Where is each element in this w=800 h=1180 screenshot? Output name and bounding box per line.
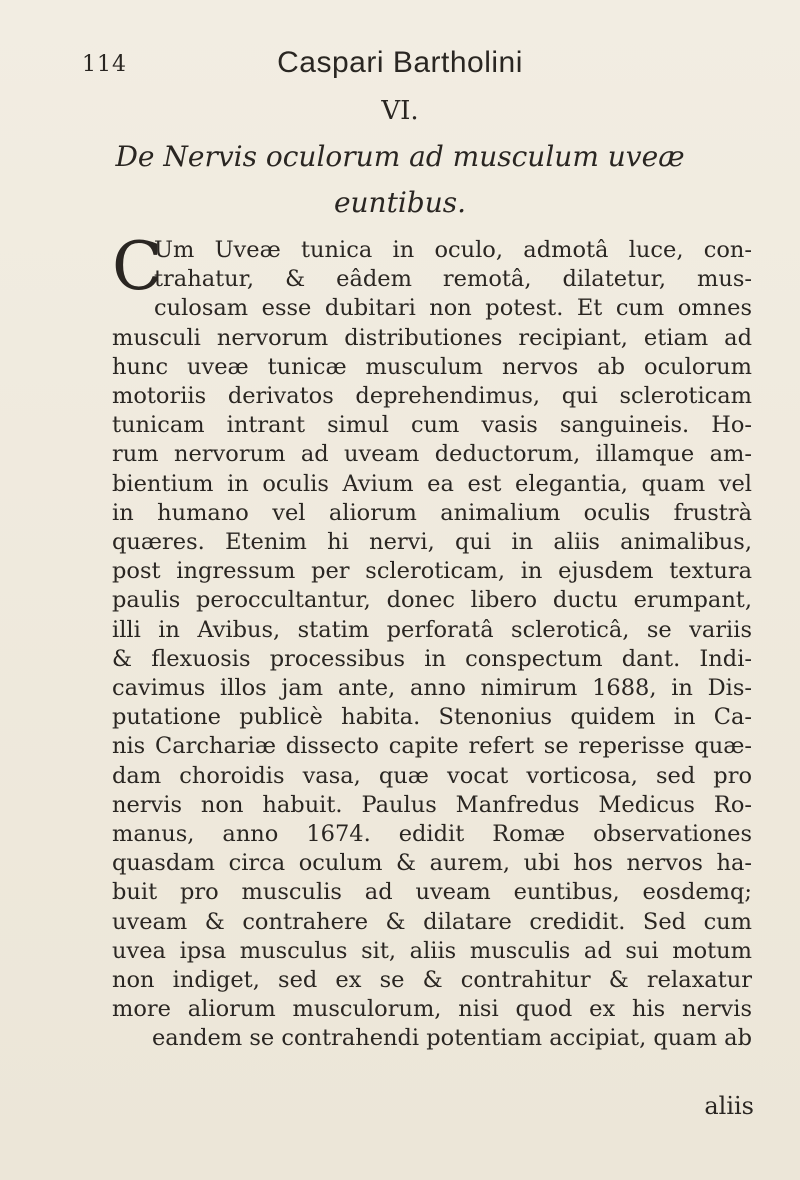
page-number: 114 <box>82 52 127 77</box>
text-line: cavimus illos jam ante, anno nimirum 1688, in Dis- <box>112 675 752 702</box>
text-line: bientium in oculis Avium ea est elegantia, quam vel <box>112 470 752 497</box>
text-line: illi in Avibus, statim perforatâ scleroticâ, se variis <box>112 616 752 643</box>
text-line: buit pro musculis ad uveam euntibus, eosdemq; <box>112 879 752 906</box>
text-line: post ingressum per scleroticam, in ejusdem textura <box>112 558 752 585</box>
text-line: uvea ipsa musculus sit, aliis musculis ad sui motum <box>112 937 752 964</box>
text-line: culosam esse dubitari non potest. Et cum omnes <box>154 295 752 322</box>
running-title: Caspari Bartholini <box>277 46 523 79</box>
section-heading-line-1: De Nervis oculorum ad musculum uveæ <box>115 140 685 173</box>
drop-cap: C <box>112 228 163 305</box>
running-head <box>0 46 800 86</box>
body-text <box>112 228 752 1054</box>
text-line: & flexuosis processibus in conspectum dant. Indi- <box>112 645 752 672</box>
text-line: in humano vel aliorum animalium oculis frustrà <box>112 499 752 526</box>
text-line: musculi nervorum distributiones recipiant, etiam ad <box>112 324 752 351</box>
text-line: nervis non habuit. Paulus Manfredus Medicus Ro- <box>112 791 752 818</box>
text-line: paulis peroccultantur, donec libero ductu erumpant, <box>112 587 752 614</box>
text-line: quæres. Etenim hi nervi, qui in aliis animalibus, <box>112 529 752 556</box>
text-line: hunc uveæ tunicæ musculum nervos ab oculorum <box>112 353 752 380</box>
text-line: trahatur, & eâdem remotâ, dilatetur, mus- <box>154 266 752 293</box>
text-line: uveam & contrahere & dilatare credidit. Sed cum <box>112 908 752 935</box>
text-line: putatione publicè habita. Stenonius quidem in Ca- <box>112 704 752 731</box>
text-line: more aliorum musculorum, nisi quod ex his nervis <box>112 996 752 1023</box>
text-line: motoriis derivatos deprehendimus, qui scleroticam <box>112 383 752 410</box>
text-line: dam choroidis vasa, quæ vocat vorticosa, sed pro <box>112 762 752 789</box>
text-line: manus, anno 1674. edidit Romæ observationes <box>112 821 752 848</box>
text-line: eandem se contrahendi potentiam accipiat, quam ab <box>151 1025 752 1052</box>
section-heading <box>90 134 710 226</box>
catchword: aliis <box>704 1092 754 1120</box>
text-line: Um Uveæ tunica in oculo, admotâ luce, con- <box>154 237 752 263</box>
section-numeral: VI. <box>381 96 419 126</box>
section-heading-line-2: euntibus. <box>333 186 467 219</box>
text-line: non indiget, sed ex se & contrahitur & relaxatur <box>112 967 752 994</box>
text-line: quasdam circa oculum & aurem, ubi hos nervos ha- <box>112 850 752 877</box>
text-line: rum nervorum ad uveam deductorum, illamque am- <box>112 441 752 468</box>
text-line: tunicam intrant simul cum vasis sanguineis. Ho- <box>112 412 752 439</box>
text-line: nis Carchariæ dissecto capite refert se reperisse quæ- <box>112 733 752 760</box>
